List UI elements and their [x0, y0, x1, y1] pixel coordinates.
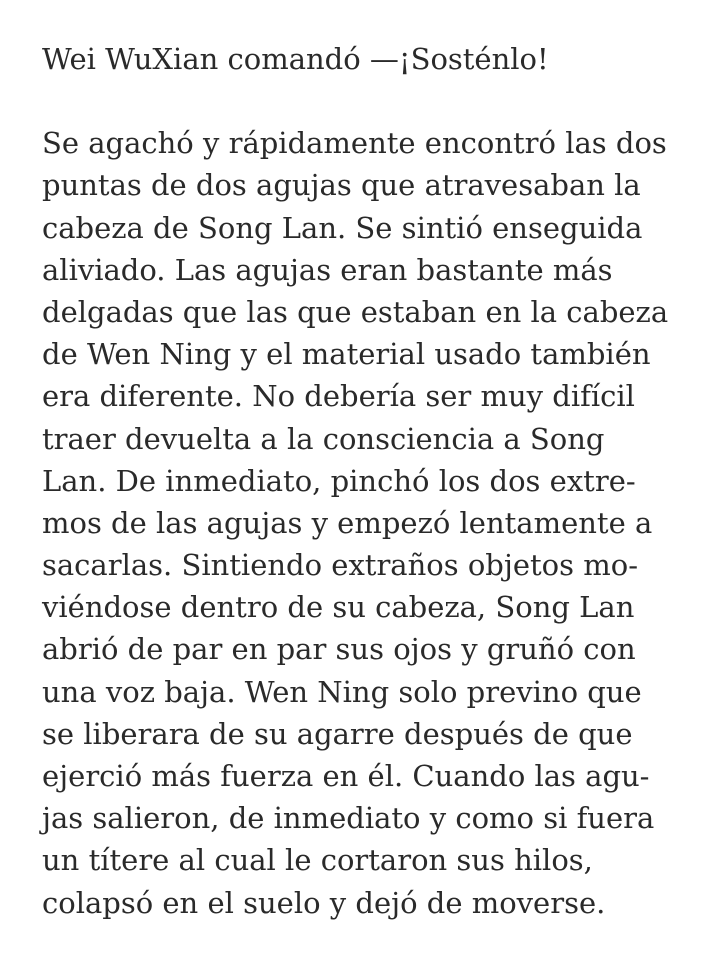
text-line: traer devuelta a la consciencia a Song [42, 421, 605, 456]
text-line: delgadas que las que estaban en la cabeza [42, 294, 669, 329]
text-line: se liberara de su agarre después de que [42, 716, 633, 751]
text-line: Se agachó y rápidamente encontró las dos [42, 126, 667, 161]
text-line: una voz baja. Wen Ning solo previno que [42, 674, 642, 709]
text-line: jas salieron, de inmediato y como si fuera [42, 801, 655, 836]
text-line: aliviado. Las agujas eran bastante más [42, 252, 613, 287]
paragraph-body [42, 122, 682, 924]
text-line: sacarlas. Sintiendo extraños objetos mo- [42, 548, 638, 583]
paragraph-spacer [42, 80, 682, 122]
paragraph-dialogue [42, 38, 682, 80]
text-line: viéndose dentro de su cabeza, Song Lan [42, 590, 635, 625]
text-line: Wei WuXian comandó —¡Sosténlo! [42, 42, 549, 76]
text-line: abrió de par en par sus ojos y gruñó con [42, 632, 636, 667]
text-line: de Wen Ning y el material usado también [42, 337, 651, 372]
text-line: Lan. De inmediato, pinchó los dos extre- [42, 463, 636, 498]
text-line: cabeza de Song Lan. Se sintió enseguida [42, 210, 643, 245]
text-line: era diferente. No debería ser muy difícil [42, 379, 635, 414]
text-line: puntas de dos agujas que atravesaban la [42, 168, 641, 203]
document-page [42, 38, 682, 924]
text-line: colapsó en el suelo y dejó de moverse. [42, 885, 606, 920]
text-line: mos de las agujas y empezó lentamente a [42, 505, 653, 540]
text-line: un títere al cual le cortaron sus hilos, [42, 843, 593, 878]
text-line: ejerció más fuerza en él. Cuando las agu- [42, 759, 650, 793]
